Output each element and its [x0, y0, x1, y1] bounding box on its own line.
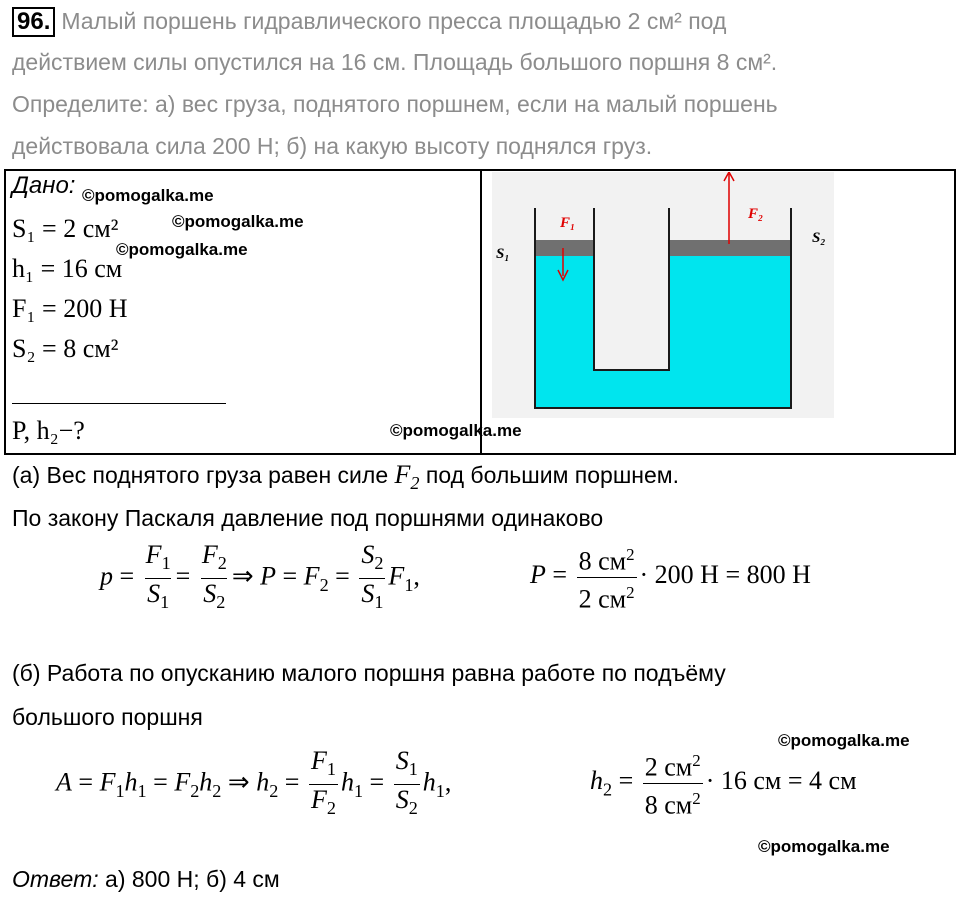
- problem-number: 96.: [12, 7, 55, 37]
- watermark: ©pomogalka.me: [778, 731, 910, 750]
- given-h1: h₁ = 16 см: [12, 254, 123, 283]
- equation-work: $A = F_1h_1 = F_2h_2$ ⇒ $h_2$ = $\frac{F_1}{F_2}$ $h_1$ = $\frac{S_1}{S_2}$ $h_1$,: [56, 746, 451, 823]
- watermark: ©pomogalka.me: [172, 212, 304, 231]
- label-f1: F₁: [560, 215, 576, 231]
- label-f2: F₂: [748, 206, 764, 222]
- answer-label: Ответ:: [12, 866, 99, 892]
- label-s1: S₁: [496, 246, 510, 262]
- equation-height: $h_2$ = $\frac{2 см^2}{8 см^2}$ · 16 см = 4 см: [590, 751, 857, 820]
- watermark: ©pomogalka.me: [82, 186, 214, 205]
- problem-line-3: Определите: а) вес груза, поднятого поршнем, если на малый поршень: [12, 91, 778, 117]
- problem-line-4: действовала сила 200 Н; б) на какую высоту поднялся груз.: [12, 133, 653, 159]
- answer-text: а) 800 Н; б) 4 см: [105, 866, 280, 892]
- hydraulic-press-diagram: [492, 172, 834, 418]
- given-f1: F₁ = 200 Н: [12, 294, 128, 323]
- watermark: ©pomogalka.me: [758, 837, 890, 856]
- problem-text-1: Малый поршень гидравлического пресса площадью 2 см² под: [61, 8, 727, 34]
- small-piston: [535, 240, 594, 256]
- problem-line-2: действием силы опустился на 16 см. Площадь большого поршня 8 см².: [12, 49, 778, 75]
- pascal-text: По закону Паскаля давление под поршнями одинаково: [12, 505, 604, 531]
- part-a-text: (а) Вес поднятого груза равен силе $F_2$ под большим поршнем.: [12, 460, 679, 494]
- given-find: P, h₂−?: [12, 416, 85, 445]
- given-s1: S₁ = 2 см²: [12, 214, 119, 243]
- liquid-bottom: [535, 370, 791, 408]
- large-piston: [669, 240, 791, 256]
- given-divider: [12, 403, 226, 404]
- given-s2: S₂ = 8 см²: [12, 334, 119, 363]
- answer-line: [12, 866, 280, 893]
- problem-line-1: [12, 0, 726, 43]
- part-b-line-2: большого поршня: [12, 704, 203, 730]
- given-title: Дано:: [12, 172, 76, 199]
- equation-weight: P = $\frac{8 см^2}{2 см^2}$ · 200 Н = 800 Н: [530, 545, 811, 614]
- label-s2: S₂: [812, 230, 826, 246]
- watermark: ©pomogalka.me: [390, 421, 522, 440]
- symbol-f2: $F_2$: [394, 460, 420, 494]
- part-b-line-1: (б) Работа по опусканию малого поршня равна работе по подъёму: [12, 660, 726, 686]
- watermark: ©pomogalka.me: [116, 240, 248, 259]
- equation-pascal: p = $\frac{F_1}{S_1}$ = $\frac{F_2}{S_2}$ ⇒ $P = F_2$ = $\frac{S_2}{S_1}$ $F_1$,: [100, 540, 420, 617]
